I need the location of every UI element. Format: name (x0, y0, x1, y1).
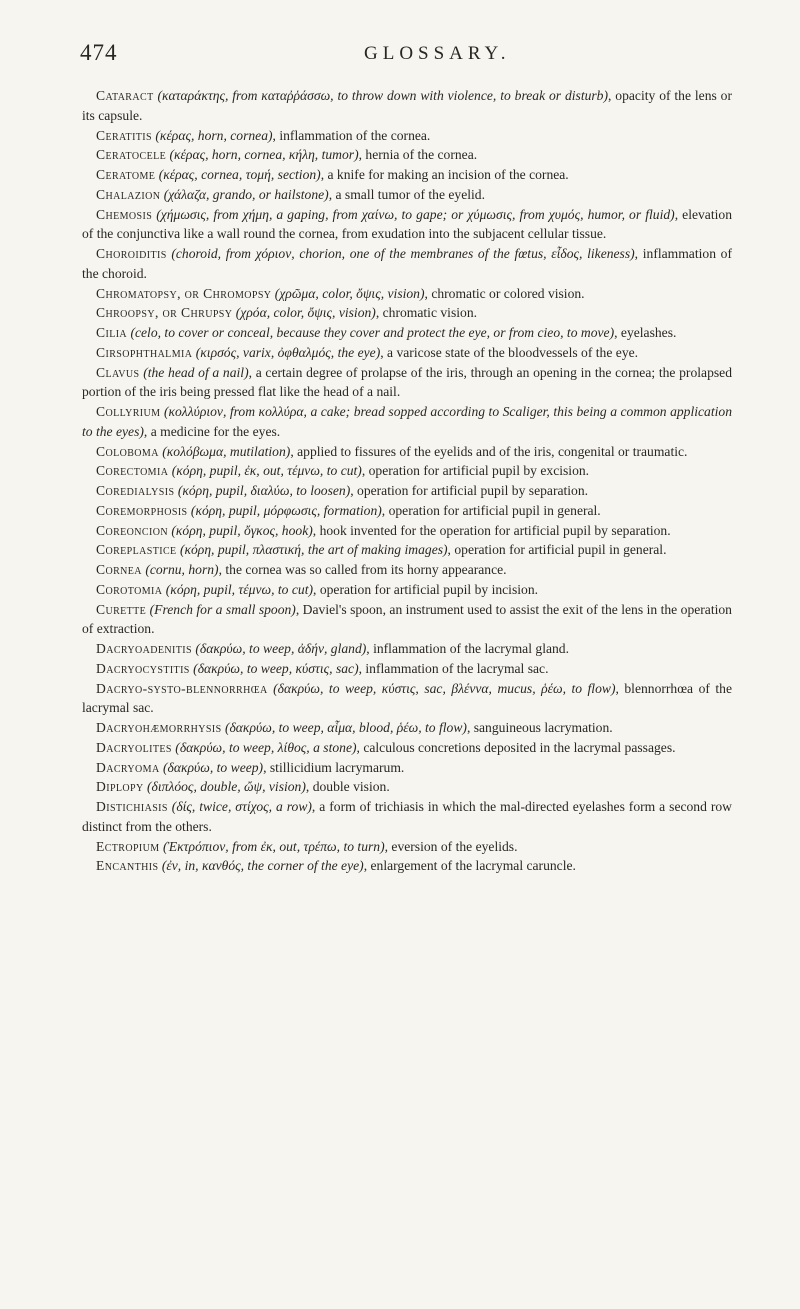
glossary-entry (82, 639, 732, 659)
entry-etymology: (κέρας, horn, cornea, κήλη, tumor) (166, 147, 359, 163)
glossary-entry (82, 521, 732, 541)
entry-definition: , elevation of the conjunctiva like a wall round the cornea, from exudation into the subjacent cellular tissue. (82, 206, 732, 242)
glossary-entry (82, 659, 732, 679)
entry-etymology: (δακρύω, to weep, κύστις, sac, βλέννα, mucus, ῥέω, to flow) (267, 680, 616, 696)
entry-definition: , operation for artificial pupil by separation. (350, 483, 589, 498)
glossary-entry (82, 738, 732, 758)
glossary-entry (82, 481, 732, 501)
glossary-entry (82, 343, 732, 363)
entry-term: Chromatopsy, or Chromopsy (96, 285, 272, 301)
entry-etymology: (celo, to cover or conceal, because they cover and protect the eye, or from cieo, to move) (127, 325, 615, 340)
entry-term: Cornea (96, 562, 142, 577)
entry-term: Chroopsy, or Chrupsy (96, 305, 233, 321)
entry-term: Cataract (96, 88, 154, 103)
entry-definition: , operation for artificial pupil in general. (447, 542, 667, 558)
entry-term: Dacryo-systo-blennorrhœa (96, 680, 268, 696)
entry-definition: , operation for artificial pupil by excision. (361, 463, 590, 479)
entry-definition: , enlargement of the lacrymal caruncle. (363, 858, 576, 874)
glossary-entry (82, 600, 732, 640)
glossary-entry (82, 126, 732, 146)
entry-term: Coloboma (96, 443, 159, 459)
entry-definition: , chromatic or colored vision. (424, 285, 585, 301)
entry-etymology: (ἐν, in, κανθός, the corner of the eye) (158, 858, 364, 874)
entry-definition: , inflammation of the lacrymal gland. (366, 641, 569, 656)
running-head (82, 40, 732, 68)
entry-term: Dacryohæmorrhysis (96, 720, 222, 735)
entry-term: Ceratocele (96, 147, 167, 163)
entry-definition: , the cornea was so called from its horny appearance. (218, 562, 507, 577)
entry-etymology: (διπλόος, double, ὤψ, vision) (143, 779, 306, 795)
entry-term: Corectomia (96, 463, 169, 479)
entry-definition: , chromatic vision. (375, 305, 478, 321)
entry-etymology: (κολλύριον, from κολλύρα, a cake; bread sopped according to Scaliger, this being a common application to the eyes) (82, 404, 732, 439)
glossary-entry (82, 323, 732, 343)
entry-term: Cirsophthalmia (96, 344, 193, 360)
glossary-entries (82, 86, 732, 876)
entry-etymology: (κόρη, pupil, πλαστική, the art of making images) (176, 542, 448, 558)
entry-etymology: (δακρύω, to weep, κύστις, sac) (189, 660, 359, 676)
entry-definition: , inflammation of the lacrymal sac. (358, 660, 549, 676)
glossary-entry (82, 718, 732, 738)
entry-definition: , hook invented for the operation for artificial pupil by separation. (312, 522, 671, 538)
entry-definition: , Daviel's spoon, an instrument used to assist the exit of the lens in the operation of extraction. (82, 601, 732, 637)
entry-etymology: (Ἐκτρόπιον, from ἐκ, out, τρέπω, to turn) (159, 838, 385, 854)
entry-etymology: (French for a small spoon) (146, 601, 296, 617)
entry-definition: , applied to fissures of the eyelids and of the iris, congenital or traumatic. (290, 443, 688, 459)
entry-definition: , operation for artificial pupil by incision. (313, 581, 539, 597)
entry-term: Collyrium (96, 404, 161, 419)
entry-etymology: (choroid, from χόριον, chorion, one of the membranes of the fœtus, εἶδος, likeness) (166, 246, 635, 261)
entry-etymology: (κόρη, pupil, ὄγκος, hook) (167, 522, 313, 538)
entry-etymology: (χήμωσις, from χήμη, a gaping, from χαίνω, to gape; or χύμωσις, from χυμός, humor, or fluid) (152, 206, 675, 222)
entry-term: Coremorphosis (96, 502, 188, 518)
glossary-entry (82, 303, 732, 323)
entry-definition: , sanguineous lacrymation. (466, 720, 613, 735)
entry-term: Dacryolites (96, 739, 172, 755)
entry-term: Curette (96, 601, 147, 617)
entry-term: Ceratitis (96, 127, 152, 143)
entry-definition: , double vision. (305, 779, 390, 795)
glossary-entry (82, 86, 732, 126)
entry-definition: , inflammation of the choroid. (82, 246, 733, 281)
entry-term: Cilia (96, 325, 128, 340)
entry-etymology: (κόρη, pupil, μόρφωσις, formation) (187, 502, 382, 518)
entry-definition: , eyelashes. (614, 325, 677, 340)
entry-term: Chemosis (96, 206, 153, 222)
entry-definition: , a knife for making an incision of the cornea. (320, 167, 569, 182)
glossary-entry (82, 560, 732, 580)
glossary-entry (82, 165, 732, 185)
entry-term: Choroiditis (96, 246, 167, 261)
glossary-entry (82, 442, 732, 462)
entry-definition: , stillicidium lacrymarum. (263, 759, 405, 775)
glossary-entry (82, 797, 732, 837)
entry-etymology: (δακρύω, to weep, αἷμα, blood, ῥέω, to flow) (221, 720, 467, 735)
entry-etymology: (κέρας, horn, cornea) (152, 127, 273, 143)
glossary-entry (82, 185, 732, 205)
glossary-entry (82, 580, 732, 600)
glossary-entry (82, 679, 732, 719)
entry-definition: , blennorrhœa of the lacrymal sac. (82, 680, 733, 716)
entry-definition: , hernia of the cornea. (358, 147, 478, 163)
glossary-entry (82, 402, 732, 442)
section-title: GLOSSARY. (364, 43, 511, 64)
entry-etymology: (χρόα, color, ὄψις, vision) (232, 305, 376, 321)
entry-definition: , a small tumor of the eyelid. (328, 186, 485, 202)
entry-term: Coreplastice (96, 542, 177, 558)
entry-term: Diplopy (96, 779, 144, 795)
entry-term: Distichiasis (96, 799, 168, 814)
entry-etymology: (δακρύω, to weep, ἀδήν, gland) (191, 641, 367, 656)
entry-term: Ectropium (96, 838, 160, 854)
entry-definition: , opacity of the lens or its capsule. (82, 88, 732, 123)
entry-term: Chalazion (96, 186, 161, 202)
entry-etymology: (δίς, twice, στίχος, a row) (167, 799, 312, 814)
entry-definition: , calculous concretions deposited in the lacrymal passages. (356, 739, 676, 755)
entry-definition: , inflammation of the cornea. (272, 127, 431, 143)
glossary-entry (82, 777, 732, 797)
entry-etymology: (καταράκτης, from καταῤῥάσσω, to throw down with violence, to break or disturb) (153, 88, 609, 103)
entry-etymology: (δακρύω, to weep) (159, 759, 264, 775)
glossary-entry (82, 363, 732, 403)
entry-term: Corotomia (96, 581, 163, 597)
entry-etymology: (κόρη, pupil, διαλύω, to loosen) (174, 483, 351, 498)
entry-etymology: (κολόβωμα, mutilation) (158, 443, 291, 459)
glossary-entry (82, 837, 732, 857)
entry-definition: , a varicose state of the bloodvessels of the eye. (380, 344, 639, 360)
glossary-entry (82, 284, 732, 304)
entry-term: Clavus (96, 364, 140, 380)
entry-term: Dacryoma (96, 759, 160, 775)
entry-term: Dacryoadenitis (96, 641, 192, 656)
glossary-entry (82, 540, 732, 560)
entry-definition: , a certain degree of prolapse of the iris, through an opening in the cornea; the prolapsed portion of the iris being pressed flat like the head of a nail. (82, 364, 732, 400)
glossary-entry (82, 501, 732, 521)
entry-definition: , a form of trichiasis in which the mal-directed eyelashes form a second row distinct from the others. (82, 799, 732, 834)
glossary-entry (82, 856, 732, 876)
glossary-entry (82, 244, 732, 284)
entry-term: Coredialysis (96, 483, 175, 498)
entry-etymology: (cornu, horn) (141, 562, 219, 577)
entry-etymology: (κόρη, pupil, τέμνω, to cut) (162, 581, 314, 597)
entry-term: Encanthis (96, 858, 159, 874)
glossary-entry (82, 145, 732, 165)
glossary-entry (82, 461, 732, 481)
entry-definition: , eversion of the eyelids. (384, 838, 518, 854)
entry-etymology: (χάλαζα, grando, or hailstone) (160, 186, 329, 202)
entry-etymology: (κόρη, pupil, ἐκ, out, τέμνω, to cut) (168, 463, 362, 479)
entry-etymology: (the head of a nail) (139, 364, 249, 380)
entry-etymology: (κέρας, cornea, τομή, section) (155, 167, 321, 182)
entry-etymology: (κιρσός, varix, ὀφθαλμός, the eye) (192, 344, 381, 360)
entry-term: Ceratome (96, 167, 156, 182)
glossary-entry (82, 205, 732, 245)
entry-term: Dacryocystitis (96, 660, 190, 676)
page-number: 474 (80, 40, 118, 65)
entry-definition: , a medicine for the eyes. (143, 423, 281, 439)
entry-etymology: (χρῶμα, color, ὄψις, vision) (271, 285, 425, 301)
entry-etymology: (δακρύω, to weep, λίθος, a stone) (171, 739, 357, 755)
glossary-entry (82, 758, 732, 778)
entry-definition: , operation for artificial pupil in general. (381, 502, 601, 518)
entry-term: Coreoncion (96, 522, 168, 538)
